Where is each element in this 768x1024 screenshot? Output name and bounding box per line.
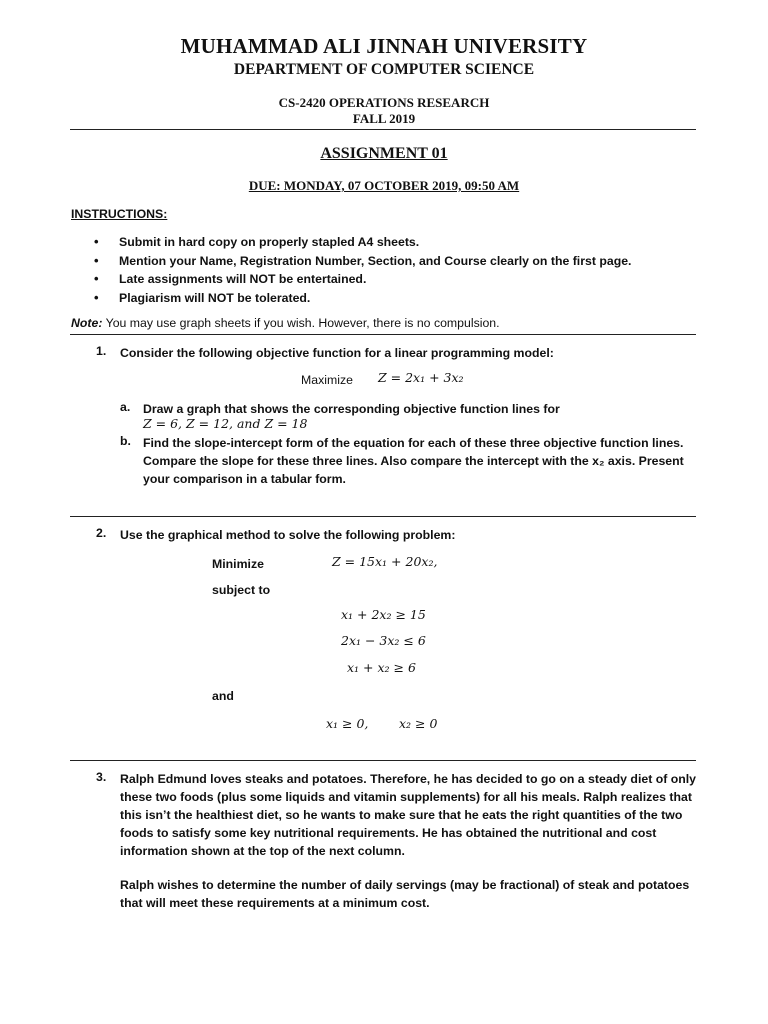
q2-and-label: and (212, 689, 234, 703)
q1-objective: Z = 2x₁ + 3x₂ (378, 370, 464, 385)
university-title: MUHAMMAD ALI JINNAH UNIVERSITY (180, 34, 588, 58)
q2-constraint: x₁ + 2x₂ ≥ 15 (341, 607, 426, 622)
q1-part-b-line: Find the slope-intercept form of the equation for each of these three objective function lines. (143, 436, 684, 450)
q2-constraint: x₁ + x₂ ≥ 6 (347, 660, 416, 675)
instruction-item: • Late assignments will NOT be entertained. (94, 270, 631, 289)
instructions-list (94, 233, 631, 307)
note-text: You may use graph sheets if you wish. However, there is no compulsion. (102, 316, 500, 330)
due-date: DUE: MONDAY, 07 OCTOBER 2019, 09:50 AM (248, 178, 520, 193)
question-2-text: Use the graphical method to solve the following problem: (120, 528, 456, 542)
header-divider (70, 129, 696, 130)
instruction-item: • Submit in hard copy on properly stapled A4 sheets. (94, 233, 631, 252)
q2-subject-to: subject to (212, 583, 271, 597)
section-divider (70, 516, 696, 517)
instruction-item: • Mention your Name, Registration Number, Section, and Course clearly on the first page. (94, 252, 631, 271)
note (71, 314, 500, 332)
department-title: DEPARTMENT OF COMPUTER SCIENCE (233, 61, 535, 78)
q2-minimize-label: Minimize (212, 557, 264, 571)
section-divider (70, 760, 696, 761)
q1-part-a-text: Draw a graph that shows the corresponding objective function lines for (143, 402, 560, 416)
q3-paragraph2-line: Ralph wishes to determine the number of daily servings (may be fractional) of steak and potatoes (120, 878, 690, 892)
q1-maximize-label: Maximize (301, 373, 353, 387)
question-1-text: Consider the following objective function for a linear programming model: (120, 346, 554, 360)
q1-part-a-label: a. (120, 400, 131, 414)
assignment-title: ASSIGNMENT 01 (320, 145, 448, 162)
question-1-number: 1. (96, 344, 107, 358)
note-label: Note: (71, 316, 103, 330)
q3-paragraph-line: these two foods (plus some liquids and vitamin supplements) for all his meals. Ralph realizes that (120, 790, 692, 804)
q1-part-a-values: Z = 6, Z = 12, and Z = 18 (143, 416, 308, 431)
term-label: FALL 2019 (352, 111, 416, 126)
question-3-number: 3. (96, 770, 107, 784)
q3-paragraph-line: information shown at the top of the next column. (120, 844, 405, 858)
q2-constraint: 2x₁ − 3x₂ ≤ 6 (341, 633, 426, 648)
question-2-number: 2. (96, 526, 107, 540)
q3-paragraph2-line: that will meet these requirements at a minimum cost. (120, 896, 430, 910)
q3-paragraph-line: this isn’t the healthiest diet, so he wants to make sure that he eats the right quantities of the two (120, 808, 683, 822)
q2-objective: Z = 15x₁ + 20x₂, (332, 554, 438, 569)
q2-nonneg-x1: x₁ ≥ 0, (326, 716, 369, 731)
instructions-heading: INSTRUCTIONS: (71, 207, 168, 221)
q3-paragraph-line: foods to satisfy some key nutritional requirements. He has obtained the nutritional and cost (120, 826, 657, 840)
q2-nonneg-x2: x₂ ≥ 0 (399, 716, 438, 731)
q3-paragraph-line: Ralph Edmund loves steaks and potatoes. Therefore, he has decided to go on a steady diet of only (120, 772, 697, 786)
instruction-item: • Plagiarism will NOT be tolerated. (94, 289, 631, 308)
q1-part-b-line: Compare the slope for these three lines. Also compare the intercept with the x₂ axis. Present (143, 454, 684, 468)
course-title: CS-2420 OPERATIONS RESEARCH (278, 95, 490, 110)
section-divider (70, 334, 696, 335)
q1-part-b-line: your comparison in a tabular form. (143, 472, 346, 486)
q1-part-b-label: b. (120, 434, 131, 448)
